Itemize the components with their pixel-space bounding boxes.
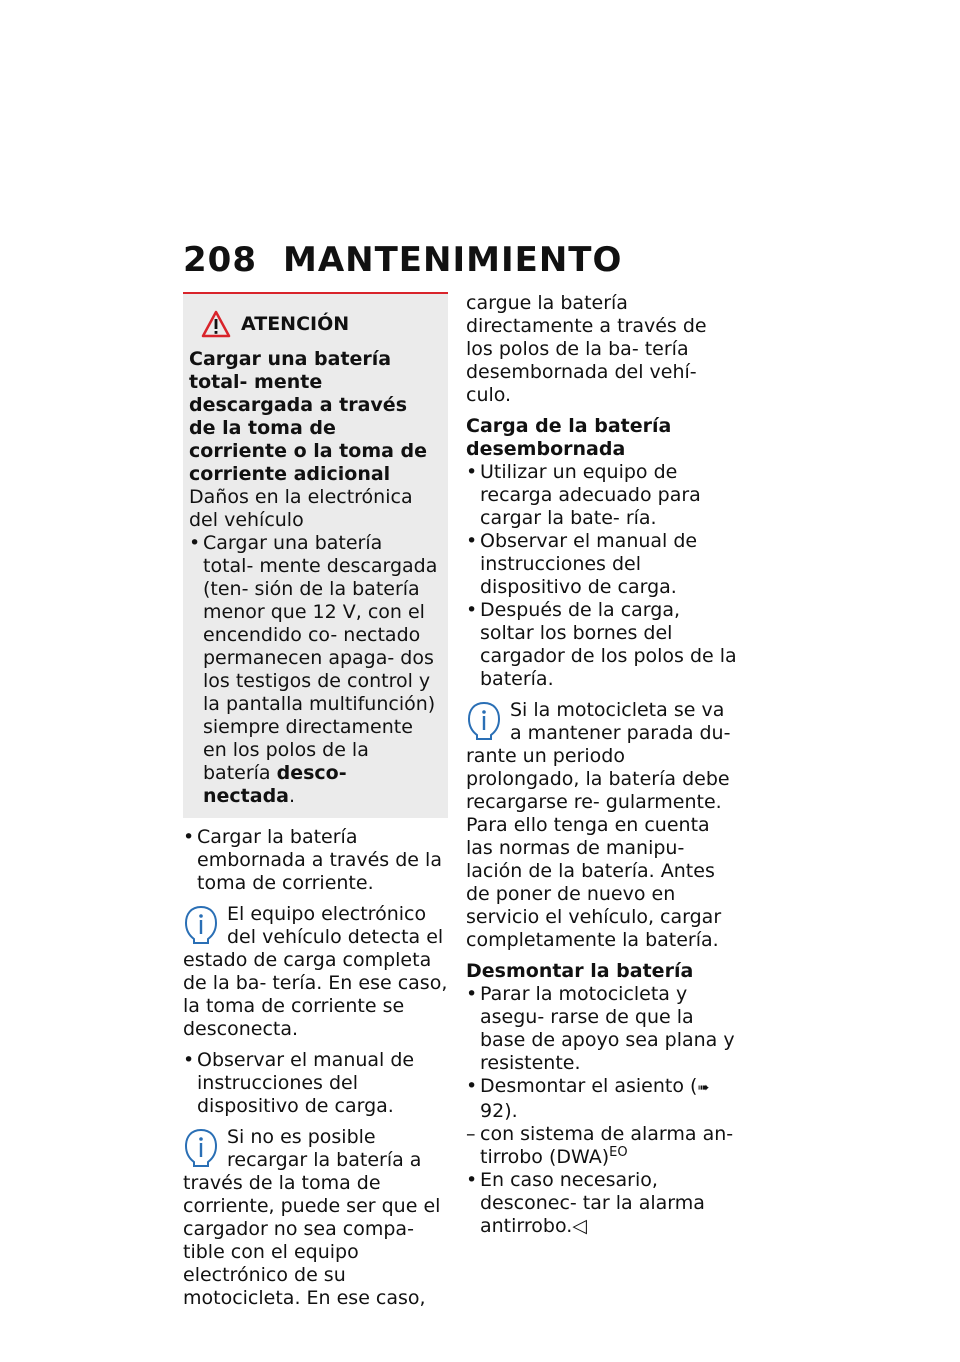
left-column [183, 292, 448, 1318]
page-header [183, 240, 622, 280]
list-item-text: En caso necesario, desconec- tar la alarma antirrobo. [480, 1169, 705, 1237]
info-note-2 [183, 1126, 448, 1310]
list-item: • Parar la motocicleta y asegu- rarse de que la base de apoyo sea plana y resistente. [466, 983, 738, 1075]
warning-triangle-icon [201, 310, 231, 338]
list-item-text: Desmontar el asiento ( [480, 1075, 698, 1097]
info-note-text: El equipo electrónico del vehículo detecta el estado de carga completa de la ba- tería. En ese caso, la toma de corriente se desconecta. [183, 903, 448, 1040]
right-column [466, 292, 738, 1246]
info-icon [183, 905, 219, 945]
page-number: 208 [183, 240, 257, 280]
page-reference-number[interactable]: 92 [480, 1100, 505, 1122]
remove-bullet-list [466, 983, 738, 1123]
list-item: • Observar el manual de instrucciones del dispositivo de carga. [183, 1049, 448, 1118]
option-badge: EO [609, 1145, 628, 1160]
warning-bullet-bold: desco- nectada [203, 762, 347, 807]
info-note-text: Si no es posible recargar la batería a través de la toma de corriente, puede ser que el cargador no sea compa- tible con el equipo electrónico de su motocicleta. En ese caso, [183, 1126, 441, 1309]
warning-text: Daños en la electrónica del vehículo [189, 486, 413, 531]
info-note-3 [466, 699, 738, 952]
alarm-bullet-list [466, 1169, 738, 1238]
page-reference-arrow-icon: ➠ [697, 1080, 710, 1096]
warning-bullet-text: Cargar una batería total- mente descargada (ten- sión de la batería menor que 12 V, con el encendido co- nectado permanecen apaga- dos los testigos de control y la pantalla multifunción) siempre directamente en los polos de la batería [203, 532, 438, 784]
end-mark-icon: ◁ [572, 1215, 587, 1237]
dash-icon: – [466, 1123, 476, 1145]
info-icon [183, 1128, 219, 1168]
list-item [466, 1075, 738, 1123]
section-heading-remove: Desmontar la batería [466, 960, 694, 982]
warning-title: Cargar una batería total- mente descargada a través de la toma de corriente o la toma de corriente adicional [189, 348, 428, 485]
dash-item-text: con sistema de alarma an- tirrobo (DWA) [480, 1123, 734, 1168]
section-heading-charge: Carga de la batería desembornada [466, 415, 672, 460]
charge-bullet-list [466, 461, 738, 691]
warning-bullet-list [189, 532, 438, 808]
list-item: • Después de la carga, soltar los bornes del cargador de los polos de la batería. [466, 599, 738, 691]
list-item: • Cargar la batería embornada a través de la toma de corriente. [183, 826, 448, 895]
info-icon [466, 701, 502, 741]
page-title: MANTENIMIENTO [283, 240, 623, 280]
info-note-1 [183, 903, 448, 1041]
bullet-list-2 [183, 1049, 448, 1118]
list-item: • Utilizar un equipo de recarga adecuado para cargar la bate- ría. [466, 461, 738, 530]
bullet-list-1 [183, 826, 448, 895]
warning-bullet [189, 532, 438, 808]
warning-box [183, 292, 448, 818]
continuation-text: cargue la batería directamente a través de los polos de la ba- tería desembornada del vehí- culo. [466, 292, 707, 406]
list-item: • Observar el manual de instrucciones del dispositivo de carga. [466, 530, 738, 599]
info-note-text: Si la motocicleta se va a mantener parada du- rante un periodo prolongado, la batería debe recargarse re- gularmente. Para ello tenga en cuenta las normas de manipu- lación de la batería. Antes de poner de nuevo en servicio el vehículo, cargar completamente la batería. [466, 699, 731, 951]
warning-header [201, 310, 438, 338]
list-item [466, 1169, 738, 1238]
warning-bullet-end: . [289, 785, 296, 807]
list-item-end: ). [504, 1100, 518, 1122]
warning-label: ATENCIÓN [241, 312, 350, 335]
dash-item [466, 1123, 738, 1169]
